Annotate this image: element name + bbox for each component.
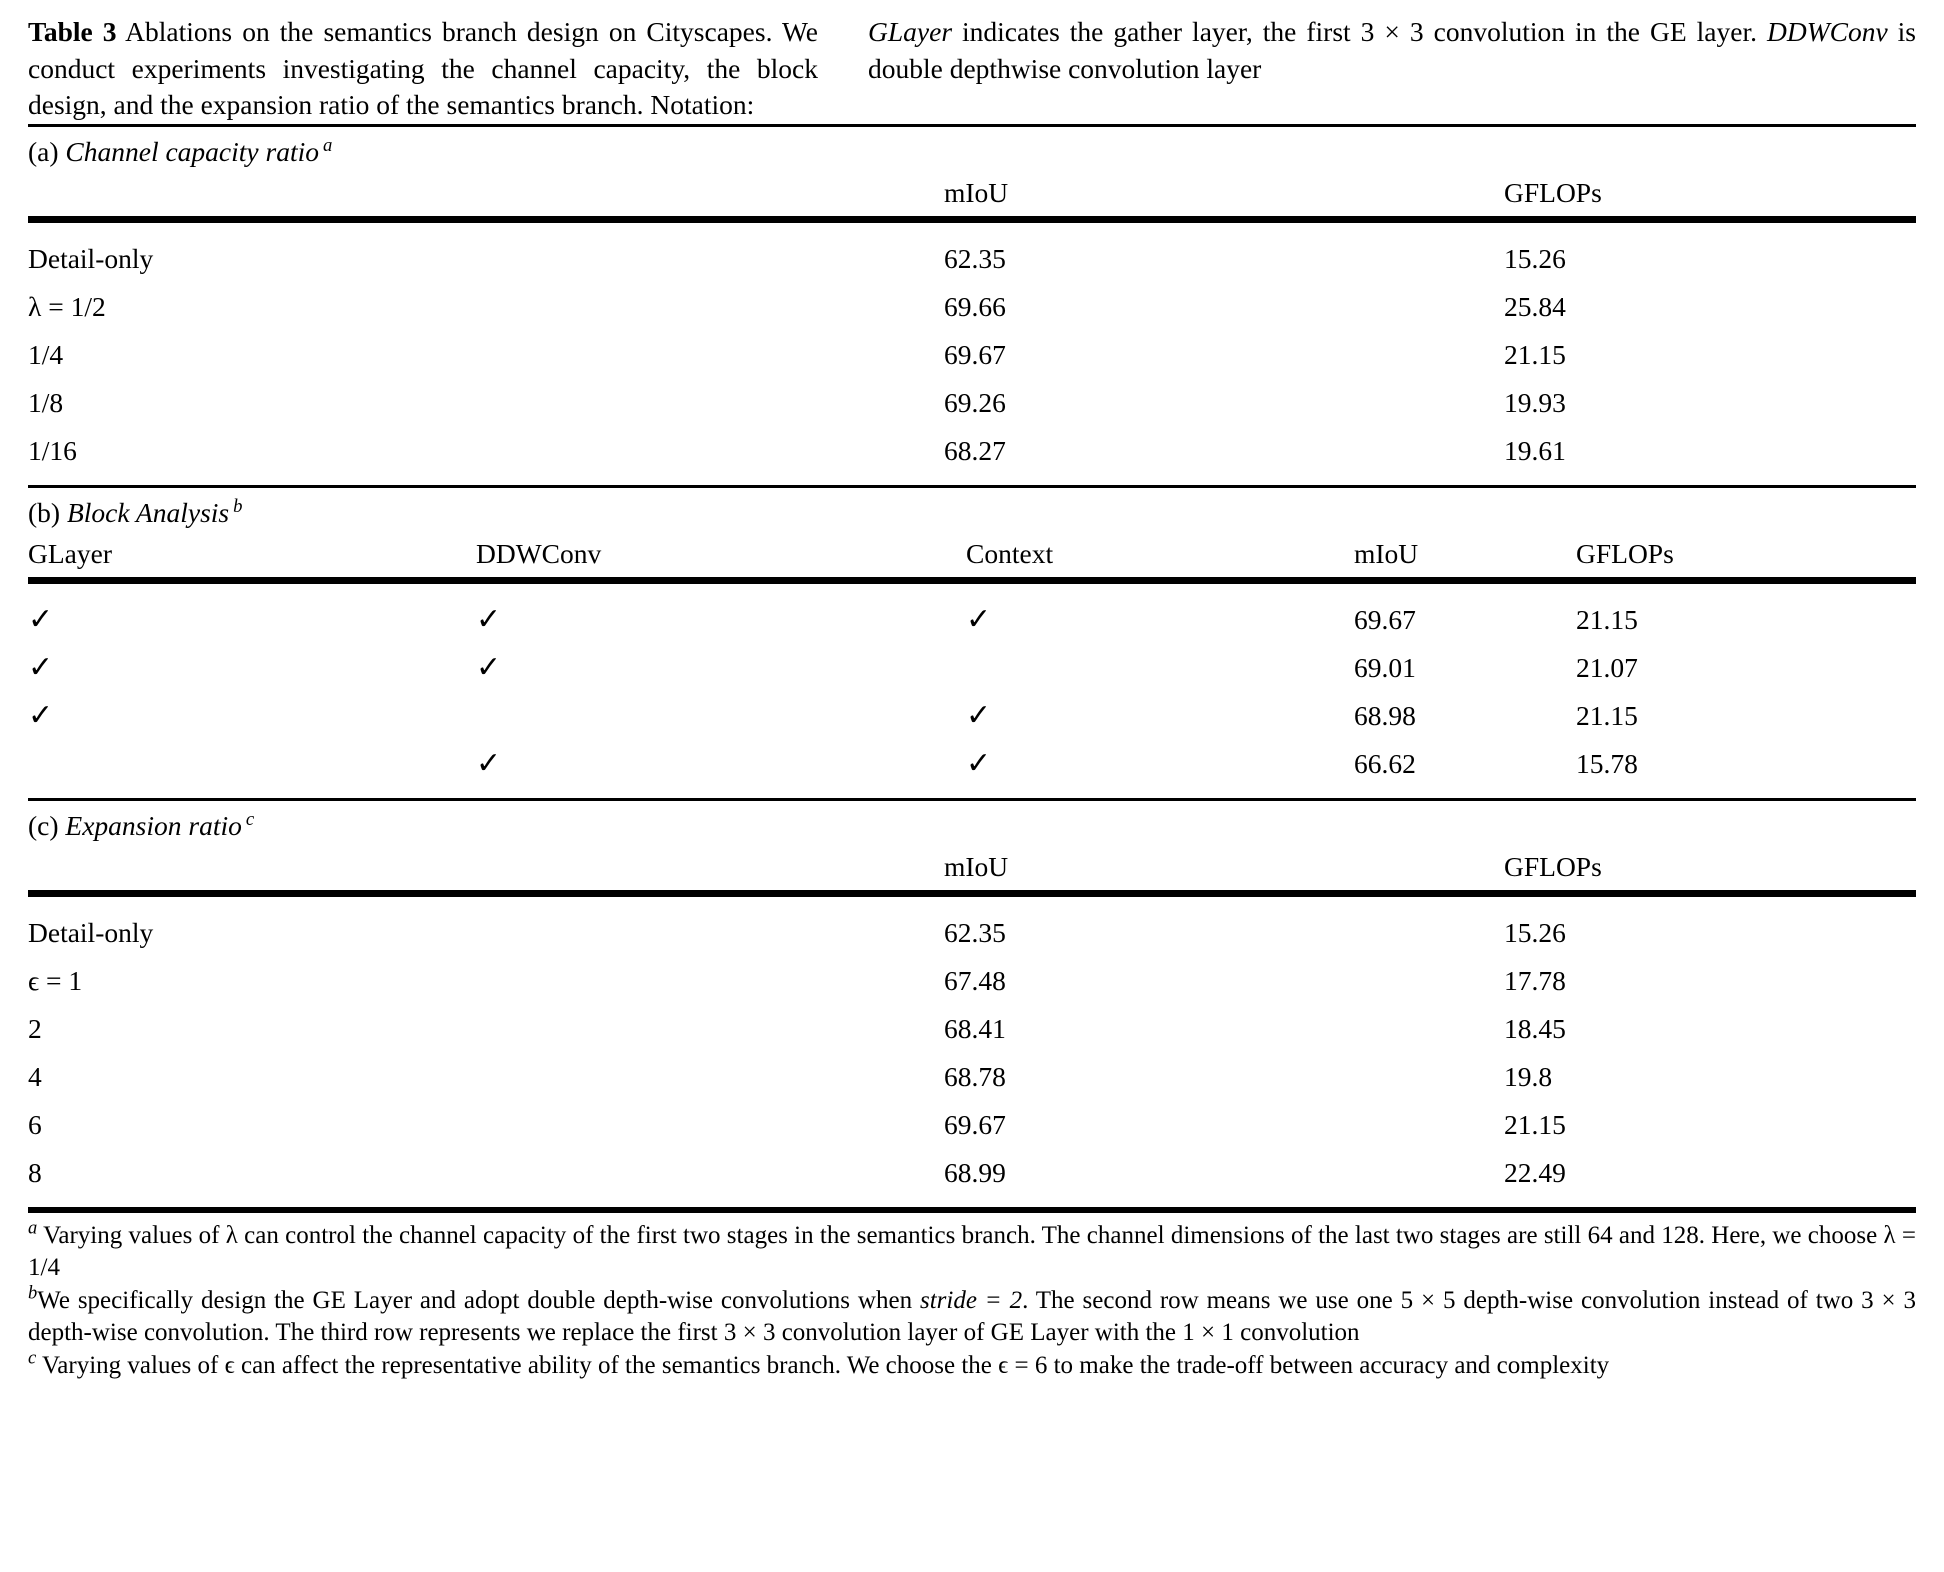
cell-miou: 69.67 [944,338,1006,370]
cell-ddwconv-check-icon: ✓ [476,746,502,780]
rule-under-header-a [28,216,1916,223]
table-row [28,331,1916,379]
cell-gflops: 21.07 [1576,651,1638,683]
footnote-b [28,1285,1916,1350]
cell-label: 1/4 [28,338,64,370]
header-a-col1 [28,170,944,216]
cell-miou: 68.27 [944,434,1006,466]
table-number-label: Table 3 [28,16,117,47]
footnote-c [28,1350,1916,1383]
section-c-title: Expansion ratio [65,809,242,841]
cell-miou: 69.67 [944,1108,1006,1140]
header-b-miou: mIoU [1354,537,1419,569]
cell-gflops: 19.93 [1504,386,1566,418]
caption-left-text: Ablations on the semantics branch design on Cityscapes. We conduct experiments investigating the channel capacity, the block design, and the expansion ratio of the semantics branch. Notation: [28,16,819,121]
table-header-row-c [28,844,1916,890]
footnote-a [28,1220,1916,1285]
cell-miou: 69.67 [1354,603,1416,635]
cell-gflops: 21.15 [1576,699,1638,731]
table-row [28,1053,1916,1101]
caption-right-text-1: indicates the gather layer, the first 3 × 3 convolution in the GE layer. [952,16,1767,47]
cell-miou: 68.99 [944,1156,1006,1188]
cell-label: Detail-only [28,916,154,948]
table-header-row-b [28,531,1944,577]
footnote-c-marker: c [28,1348,37,1369]
cell-gflops: 18.45 [1504,1012,1566,1044]
footnote-b-marker: b [28,1283,38,1304]
footnote-b-text-2: . The second row means we use one 5 × 5 depth-wise convolution instead of two 3 × 3 depth-wise convolution. The third row represents we replace the first 3 × 3 convolution layer of GE Layer with the 1 × 1 convolution [28,1286,1916,1347]
header-c-col1 [28,844,944,890]
table-row [28,223,1916,283]
table-row [28,283,1916,331]
table-body-section-c [28,897,1916,1207]
cell-label: ϵ = 1 [28,964,83,996]
caption-term-glayer: GLayer [868,16,953,47]
cell-label: 1/8 [28,386,64,418]
cell-gflops: 15.26 [1504,916,1566,948]
header-c-gflops: GFLOPs [1504,850,1602,882]
cell-miou: 68.98 [1354,699,1416,731]
section-b-footnote-marker: b [233,495,243,517]
cell-gflops: 17.78 [1504,964,1566,996]
table-row [28,1149,1916,1207]
section-label-c [28,801,1916,844]
cell-context-check-icon: ✓ [966,698,992,732]
table-row [28,644,1944,692]
footnote-c-text: Varying values of ϵ can affect the representative ability of the semantics branch. We choose the ϵ = 6 to make the trade-off between accuracy and complexity [36,1351,1610,1379]
cell-miou: 62.35 [944,916,1006,948]
table-row [28,584,1944,644]
section-a-title: Channel capacity ratio [65,135,319,167]
header-a-gflops: GFLOPs [1504,176,1602,208]
caption-right-column [858,14,1916,124]
caption-left-column [28,14,818,124]
cell-label: 8 [28,1156,42,1188]
table-body-section-b [28,584,1944,798]
cell-context-check-icon: ✓ [966,602,992,636]
cell-glayer-check-icon [28,740,476,798]
cell-miou: 69.26 [944,386,1006,418]
section-c-footnote-marker: c [245,808,255,830]
section-b-title: Block Analysis [66,496,230,528]
header-b-ddwconv: DDWConv [476,537,602,569]
header-b-gflops: GFLOPs [1576,537,1674,569]
cell-miou: 62.35 [944,242,1006,274]
cell-gflops: 21.15 [1504,1108,1566,1140]
cell-miou: 66.62 [1354,747,1416,779]
cell-context-check-icon [966,644,1354,692]
cell-glayer-check-icon: ✓ [28,650,54,684]
cell-miou: 68.41 [944,1012,1006,1044]
header-b-context: Context [966,537,1054,569]
section-a-footnote-marker: a [322,134,333,156]
header-c-miou: mIoU [944,850,1009,882]
cell-gflops: 15.78 [1576,747,1638,779]
table-row [28,379,1916,427]
cell-gflops: 15.26 [1504,242,1566,274]
cell-gflops: 25.84 [1504,290,1566,322]
section-c-prefix: (c) [28,809,59,841]
cell-label: 6 [28,1108,42,1140]
cell-label: λ = 1/2 [28,290,106,322]
cell-ddwconv-check-icon: ✓ [476,650,502,684]
table-row [28,427,1916,485]
section-label-b [28,488,1916,531]
cell-glayer-check-icon: ✓ [28,698,54,732]
table-row [28,692,1944,740]
table-caption [28,0,1916,124]
cell-miou: 67.48 [944,964,1006,996]
cell-miou: 69.66 [944,290,1006,322]
cell-miou: 69.01 [1354,651,1416,683]
header-a-miou: mIoU [944,176,1009,208]
footnote-a-text: Varying values of λ can control the channel capacity of the first two stages in the semantics branch. The channel dimensions of the last two stages are still 64 and 128. Here, we choose λ = 1/4 [28,1221,1916,1282]
cell-gflops: 19.8 [1504,1060,1553,1092]
section-b-prefix: (b) [28,496,61,528]
footnote-a-marker: a [28,1218,38,1239]
header-b-glayer: GLayer [28,537,112,569]
rule-under-header-c [28,890,1916,897]
section-label-a [28,127,1916,170]
cell-gflops: 21.15 [1504,338,1566,370]
cell-label: 4 [28,1060,42,1092]
table-footnotes [28,1213,1916,1383]
table-section-c [28,844,1916,890]
cell-label: 2 [28,1012,42,1044]
footnote-b-text-1: We specifically design the GE Layer and adopt double depth-wise convolutions when [37,1286,920,1314]
table-section-a [28,170,1916,216]
cell-label: 1/16 [28,434,77,466]
table-row [28,740,1944,798]
caption-right-text-2: is double depthwise convolution layer [868,16,1916,84]
cell-gflops: 19.61 [1504,434,1566,466]
table-row [28,1101,1916,1149]
section-a-prefix: (a) [28,135,59,167]
table-header-row-a [28,170,1916,216]
cell-glayer-check-icon: ✓ [28,602,54,636]
caption-term-ddwconv: DDWConv [1766,16,1888,47]
table-body-section-a [28,223,1916,485]
footnote-b-math: stride = 2 [919,1286,1023,1314]
cell-ddwconv-check-icon: ✓ [476,602,502,636]
cell-gflops: 21.15 [1576,603,1638,635]
rule-under-header-b [28,577,1916,584]
cell-miou: 68.78 [944,1060,1006,1092]
cell-context-check-icon: ✓ [966,746,992,780]
table-row [28,957,1916,1005]
cell-label: Detail-only [28,242,154,274]
table-row [28,897,1916,957]
cell-gflops: 22.49 [1504,1156,1566,1188]
table-row [28,1005,1916,1053]
cell-ddwconv-check-icon [476,692,966,740]
table-section-b [28,531,1944,577]
